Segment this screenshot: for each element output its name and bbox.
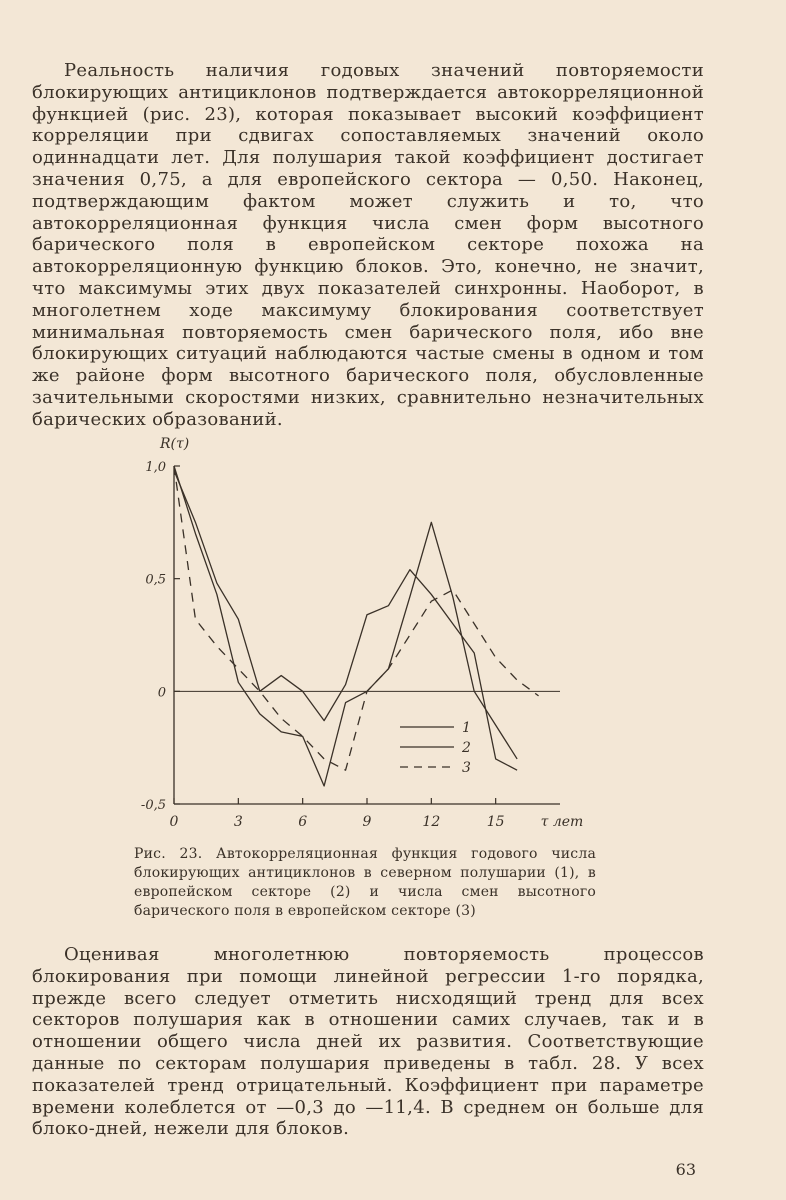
x-tick-label: 15 bbox=[486, 814, 505, 830]
x-tick-label: 6 bbox=[298, 814, 308, 830]
body-paragraph-regression: Оценивая многолетнюю повторяемость процессов блокирования при помощи линейной регрессии 1-го порядка, прежде всего следует отметить нисходящий тренд для всех секторов полушария как в отношении самих случаев, так и в отношении общего числа дней их развития. Соответствующие данные по секторам полушария приведены в табл. 28. У всех показателей тренд отрицательный. Коэффициент при параметре времени колеблется от —0,3 до —11,4. В среднем он больше для блоко-дней, нежели для блоков. bbox=[32, 944, 704, 1140]
figure-23 bbox=[130, 436, 600, 836]
series-line-3 bbox=[174, 466, 539, 770]
legend-label-1: 1 bbox=[462, 720, 471, 736]
y-tick-label: 1,0 bbox=[145, 460, 166, 475]
body-paragraph-intro: Реальность наличия годовых значений повторяемости блокирующих антициклонов подтверждается автокорреляционной функцией (рис. 23), которая показывает высокий коэффициент корреляции при сдвигах сопоставляемых значений около одиннадцати лет. Для полушария такой коэффициент достигает значения 0,75, а для европейского сектора — 0,50. Наконец, подтверждающим фактом может служить и то, что автокорреляционная функция числа смен форм высотного барического поля в европейском секторе похожа на автокорреляционную функцию блоков. Это, конечно, не значит, что максимумы этих двух показателей синхронны. Наоборот, в многолетнем ходе максимуму блокирования соответствует минимальная повторяемость смен барического поля, ибо вне блокирующих ситуаций наблюдаются частые смены в одном и том же районе форм высотного барического поля, обусловленные зачительными скоростями низких, сравнительно незначительных барических образований. bbox=[32, 60, 704, 430]
chart-axes bbox=[174, 466, 560, 804]
series-line-2 bbox=[174, 466, 517, 786]
y-tick-label: -0,5 bbox=[140, 798, 166, 813]
chart-labels bbox=[141, 436, 583, 830]
x-tick-label: 0 bbox=[169, 814, 179, 830]
autocorrelation-chart bbox=[130, 436, 600, 836]
x-tick-label: 3 bbox=[233, 814, 243, 830]
chart-legend bbox=[400, 720, 471, 776]
chart-series bbox=[174, 466, 539, 786]
x-tick-label: 12 bbox=[422, 814, 441, 830]
legend-label-2: 2 bbox=[462, 740, 471, 756]
y-tick-label: 0 bbox=[157, 685, 166, 701]
x-axis-label: τ лет bbox=[540, 814, 584, 830]
figure-caption: Рис. 23. Автокорреляционная функция годового числа блокирующих антициклонов в северном полушарии (1), в европейском секторе (2) и числа смен высотного барического поля в европейском секторе (3) bbox=[134, 846, 596, 919]
y-tick-label: 0,5 bbox=[145, 572, 166, 588]
page-number: 63 bbox=[675, 1160, 696, 1179]
x-tick-label: 9 bbox=[362, 814, 372, 830]
y-axis-label: R(τ) bbox=[160, 436, 190, 452]
legend-label-3: 3 bbox=[462, 760, 471, 776]
